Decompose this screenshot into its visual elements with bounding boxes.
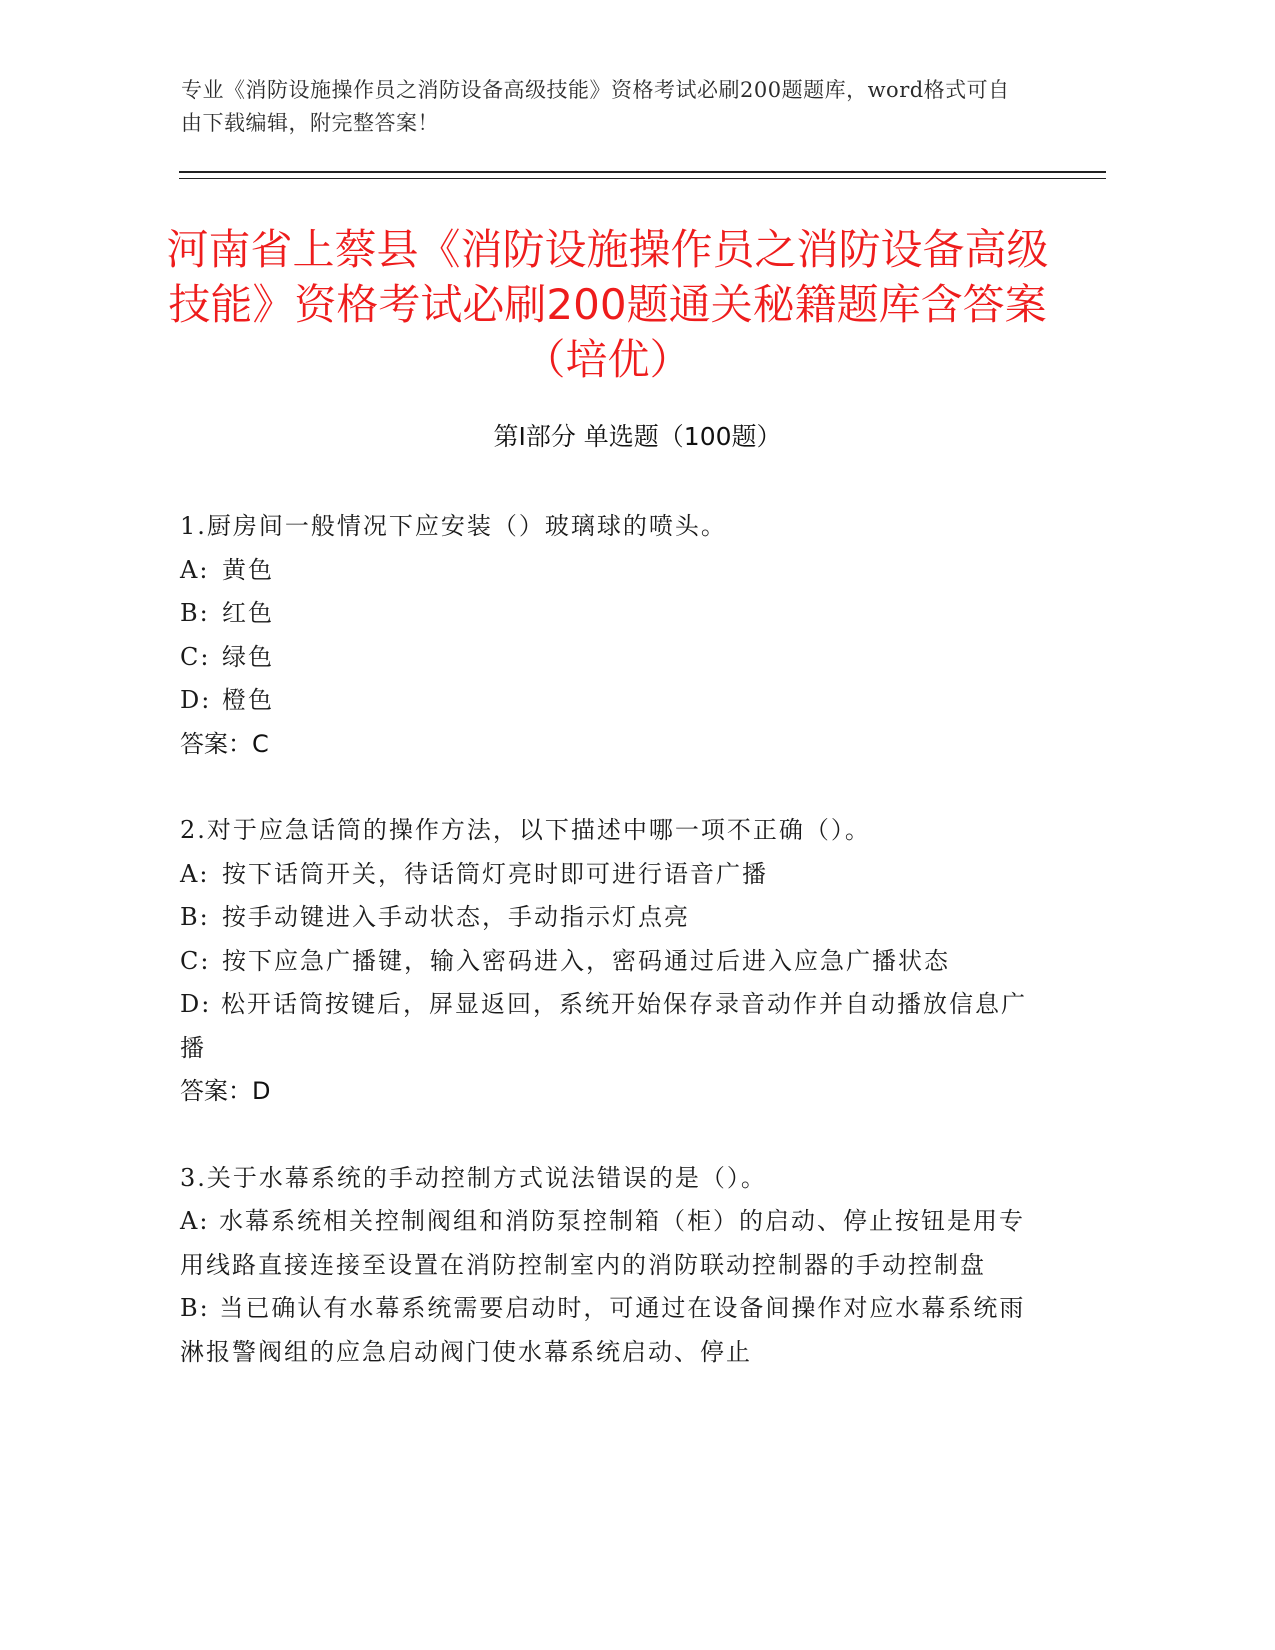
option-a	[180, 853, 1030, 897]
document-title: 河南省上蔡县《消防设施操作员之消防设备高级技能》资格考试必刷200题通关秘籍题库含答案（培优）	[166, 225, 1049, 384]
option-b	[180, 896, 1030, 940]
option-b	[180, 592, 1030, 636]
option-text: 水幕系统相关控制阀组和消防泵控制箱（柜）的启动、停止按钮是用专用线路直接连接至设置在消防控制室内的消防联动控制器的手动控制盘	[180, 1207, 1026, 1279]
option-key: D:	[180, 686, 212, 714]
option-text: 橙色	[222, 686, 274, 714]
answer-line: 答案：D	[180, 1077, 271, 1105]
option-text: 黄色	[222, 555, 274, 584]
header-divider-thin	[179, 178, 1106, 179]
option-key: B:	[180, 599, 210, 627]
option-text: 绿色	[222, 642, 274, 671]
option-key: C:	[180, 642, 211, 671]
option-key: A:	[180, 859, 210, 888]
question-1	[180, 505, 1030, 766]
header-divider-thick	[179, 171, 1106, 173]
question-2	[180, 809, 1030, 1114]
question-stem: 1.厨房间一般情况下应安装（）玻璃球的喷头。	[180, 512, 727, 540]
option-d	[180, 983, 1030, 1070]
option-d	[180, 679, 1030, 723]
option-text: 当已确认有水幕系统需要启动时，可通过在设备间操作对应水幕系统雨淋报警阀组的应急启动阀门使水幕系统启动、停止	[180, 1294, 1026, 1366]
option-key: B:	[180, 1294, 210, 1322]
answer-line: 答案：C	[180, 729, 269, 758]
option-text: 按下应急广播键，输入密码进入，密码通过后进入应急广播状态	[222, 946, 950, 975]
option-a	[180, 549, 1030, 593]
option-c	[180, 940, 1030, 984]
option-key: D:	[180, 990, 212, 1018]
option-b	[180, 1287, 1030, 1374]
option-a	[180, 1200, 1030, 1287]
option-c	[180, 636, 1030, 680]
option-key: A:	[180, 1207, 210, 1235]
question-list	[180, 505, 1030, 1374]
option-key: C:	[180, 946, 211, 975]
option-key: B:	[180, 903, 210, 931]
option-key: A:	[180, 555, 210, 584]
option-text: 红色	[222, 599, 274, 627]
option-text: 按手动键进入手动状态，手动指示灯点亮	[222, 903, 690, 931]
section-title: 第Ⅰ部分 单选题（100题）	[493, 422, 782, 451]
question-3	[180, 1157, 1030, 1375]
question-stem: 3.关于水幕系统的手动控制方式说法错误的是（）。	[180, 1163, 767, 1192]
option-text: 按下话筒开关，待话筒灯亮时即可进行语音广播	[222, 859, 768, 888]
header-note: 专业《消防设施操作员之消防设备高级技能》资格考试必刷200题题库，word格式可自由下载编辑，附完整答案！	[181, 78, 1010, 135]
question-stem: 2.对于应急话筒的操作方法，以下描述中哪一项不正确（）。	[180, 816, 871, 844]
option-text: 松开话筒按键后，屏显返回，系统开始保存录音动作并自动播放信息广播	[180, 990, 1027, 1062]
